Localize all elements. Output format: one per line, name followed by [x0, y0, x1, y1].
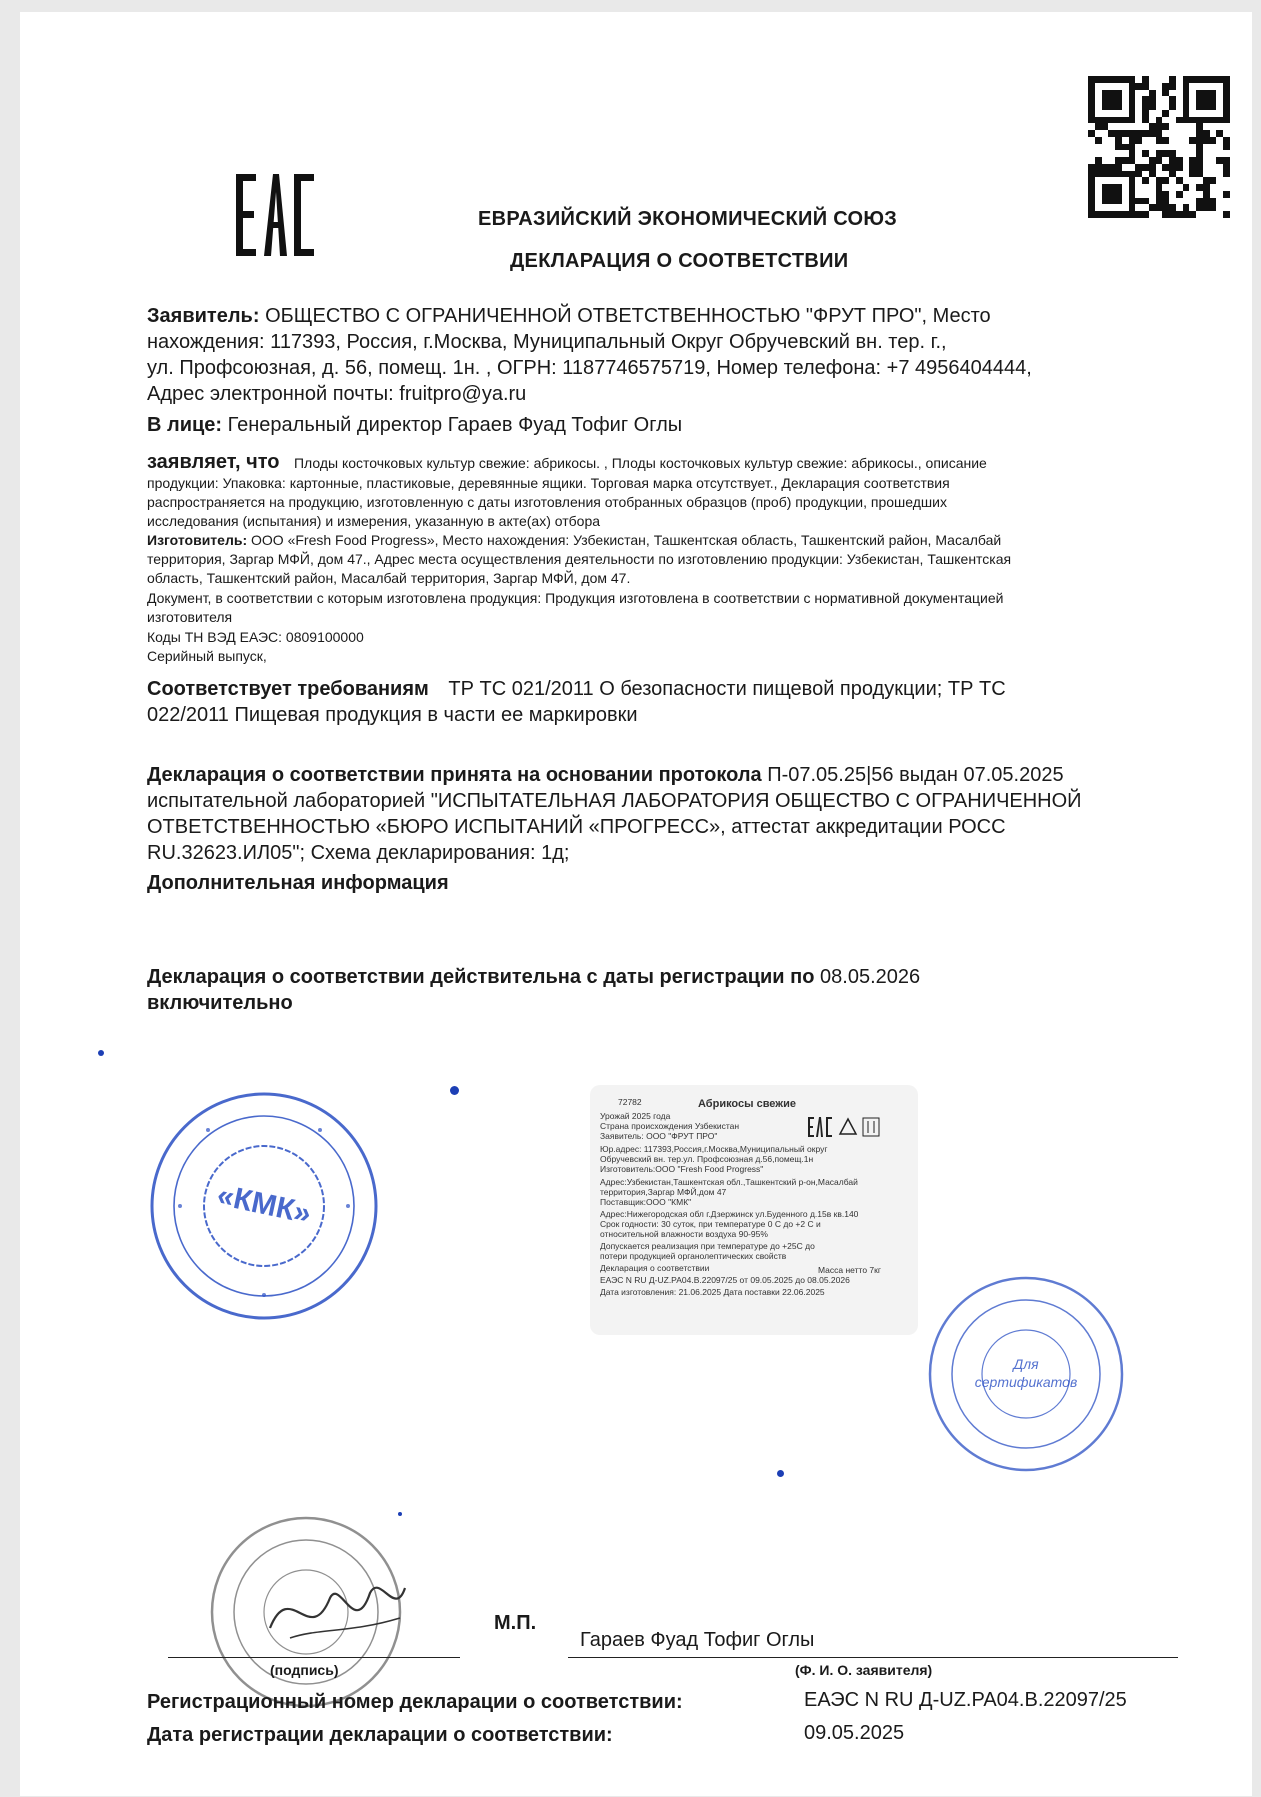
- declares-label: заявляет, что: [147, 451, 280, 473]
- label-line-6: Адрес:Узбекистан,Ташкентская обл.,Ташкентский р-он,Масалбай: [600, 1177, 858, 1187]
- product-label-sticker: [590, 1085, 918, 1335]
- applicant-fio: Гараев Фуад Тофиг Оглы: [580, 1629, 815, 1651]
- manufacturer-line3: область, Ташкентский район, Масалбай территория, Заргар МФЙ, дом 47.: [147, 570, 631, 586]
- additional-info-label: Дополнительная информация: [147, 872, 449, 894]
- label-line-2: Заявитель: ООО "ФРУТ ПРО": [600, 1131, 718, 1141]
- compliance-text1: ТР ТС 021/2011 О безопасности пищевой продукции; ТР ТС: [448, 678, 1006, 700]
- label-code: 72782: [618, 1097, 642, 1107]
- label-line-13: потери продукцией органолептических свойств: [600, 1251, 787, 1261]
- label-line-4: Обручевский вн. тер.ул. Профсоюзная д.56,помещ.1н: [600, 1154, 814, 1164]
- compliance-label: Соответствует требованиям: [147, 678, 429, 700]
- scan-dot: [98, 1050, 104, 1056]
- validity-label2: включительно: [147, 992, 293, 1014]
- label-line-7: территория,Заргар МФЙ,дом 47: [600, 1187, 727, 1197]
- label-net-mass: Масса нетто 7кг: [818, 1265, 881, 1275]
- registration-number-label: Регистрационный номер декларации о соответствии:: [147, 1691, 683, 1713]
- signature-line: [168, 1657, 460, 1658]
- registration-date-label: Дата регистрации декларации о соответствии:: [147, 1724, 613, 1746]
- declares-line4: исследования (испытания) и измерения, указанную в акте(ах) отбора: [147, 513, 601, 529]
- document-line1: Документ, в соответствии с которым изготовлена продукция: Продукция изготовлена в соответствии с нормативной документацией: [147, 590, 1004, 606]
- applicant-line3: ул. Профсоюзная, д. 56, помещ. 1н. , ОГРН: 1187746575719, Номер телефона: +7 4956404444,: [147, 357, 1032, 379]
- person-label: В лице:: [147, 414, 223, 436]
- manufacturer-text1: ООО «Fresh Food Progress», Место нахождения: Узбекистан, Ташкентская область, Ташкентский район, Масалбай: [251, 532, 1002, 548]
- label-line-5: Изготовитель:ООО "Fresh Food Progress": [600, 1164, 764, 1174]
- label-line-3: Юр.адрес: 117393,Россия,г.Москва,Муниципальный округ: [600, 1144, 828, 1154]
- union-title: ЕВРАЗИЙСКИЙ ЭКОНОМИЧЕСКИЙ СОЮЗ: [478, 208, 898, 230]
- person-line: [147, 412, 682, 438]
- kmk-stamp: [148, 1090, 380, 1322]
- certificates-stamp-line1: Для: [1013, 1356, 1039, 1372]
- declares-line1: [147, 449, 987, 475]
- compliance-line2: 022/2011 Пищевая продукция в части ее маркировки: [147, 704, 638, 726]
- declares-line2: продукции: Упаковка: картонные, пластиковые, деревянные ящики. Торговая марка отсутствует., Декларация соответствия: [147, 475, 950, 491]
- applicant-line2: нахождения: 117393, Россия, г.Москва, Муниципальный Округ Обручевский вн. тер. г.,: [147, 331, 947, 353]
- label-product-name: Абрикосы свежие: [698, 1098, 796, 1110]
- signature-caption: (подпись): [270, 1662, 339, 1678]
- applicant-label: Заявитель:: [147, 305, 260, 327]
- label-recycle-icon: [838, 1117, 858, 1139]
- person-value: Генеральный директор Гараев Фуад Тофиг Оглы: [227, 414, 683, 436]
- kmk-stamp-center: «КМК»: [214, 1178, 314, 1231]
- qr-code: [1088, 76, 1230, 218]
- applicant-name: ОБЩЕСТВО С ОГРАНИЧЕННОЙ ОТВЕТСТВЕННОСТЬЮ "ФРУТ ПРО", Место: [265, 305, 991, 327]
- label-line-12: Допускается реализация при температуре до +25С до: [600, 1241, 815, 1251]
- label-eac-mark: [808, 1117, 834, 1139]
- fio-caption: (Ф. И. О. заявителя): [795, 1662, 933, 1678]
- scan-dot: [777, 1470, 784, 1477]
- basis-line2: испытательной лабораторией "ИСПЫТАТЕЛЬНАЯ ЛАБОРАТОРИЯ ОБЩЕСТВО С ОГРАНИЧЕННОЙ: [147, 790, 1082, 812]
- document-line2: изготовителя: [147, 609, 233, 625]
- basis-line3: ОТВЕТСТВЕННОСТЬЮ «БЮРО ИСПЫТАНИЙ «ПРОГРЕСС», аттестат аккредитации РОСС: [147, 816, 1006, 838]
- validity-line1: [147, 964, 920, 990]
- scan-dot: [450, 1086, 459, 1095]
- registration-number-value: ЕАЭС N RU Д-UZ.PA04.B.22097/25: [804, 1689, 1127, 1711]
- applicant-line1: [147, 303, 991, 329]
- validity-label: Декларация о соответствии действительна с даты регистрации по: [147, 966, 815, 988]
- basis-line4: RU.32623.ИЛ05"; Схема декларирования: 1д;: [147, 842, 570, 864]
- label-dates: Дата изготовления: 21.06.2025 Дата поставки 22.06.2025: [600, 1287, 825, 1297]
- manufacturer-line1: [147, 531, 1001, 550]
- serial-release: Серийный выпуск,: [147, 648, 267, 664]
- label-line-11: относительной влажности воздуха 90-95%: [600, 1229, 768, 1239]
- handwritten-signature: [260, 1558, 410, 1663]
- declares-line3: распространяется на продукцию, изготовленную с даты изготовления отобранных образцов (проб) продукции, прошедших: [147, 494, 947, 510]
- declares-text1: Плоды косточковых культур свежие: абрикосы. , Плоды косточковых культур свежие: абрикосы., описание: [293, 455, 987, 471]
- manufacturer-label: Изготовитель:: [147, 532, 248, 548]
- label-line-9: Адрес:Нижегородская обл г.Дзержинск ул.Буденного д.15в кв.140: [600, 1209, 859, 1219]
- label-line-1: Страна происхождения Узбекистан: [600, 1121, 740, 1131]
- declaration-page: [20, 12, 1252, 1796]
- basis-label: Декларация о соответствии принята на основании протокола: [147, 764, 762, 786]
- registration-date-value: 09.05.2025: [804, 1722, 905, 1744]
- eac-logo: [236, 174, 316, 261]
- fio-line: [568, 1657, 1178, 1658]
- applicant-email: Адрес электронной почты: fruitpro@ya.ru: [147, 383, 527, 405]
- certificates-stamp: [926, 1274, 1126, 1474]
- basis-line1: [147, 762, 1064, 788]
- basis-text1: П-07.05.25|56 выдан 07.05.2025: [767, 764, 1064, 786]
- label-line-8: Поставщик:ООО "КМК": [600, 1197, 692, 1207]
- label-line-14: Декларация о соответствии: [600, 1263, 710, 1273]
- seal-place-label: М.П.: [494, 1612, 537, 1634]
- label-declaration-number: ЕАЭС N RU Д-UZ.PA04.B.22097/25 от 09.05.2025 до 08.05.2026: [600, 1275, 850, 1285]
- label-line-0: Урожай 2025 года: [600, 1111, 671, 1121]
- compliance-line1: [147, 676, 1006, 702]
- label-glass-fork-icon: [862, 1117, 880, 1139]
- document-title: ДЕКЛАРАЦИЯ О СООТВЕТСТВИИ: [510, 250, 849, 272]
- validity-date: 08.05.2026: [820, 966, 921, 988]
- certificates-stamp-line2: сертификатов: [974, 1374, 1078, 1390]
- manufacturer-line2: территория, Заргар МФЙ, дом 47., Адрес места осуществления деятельности по изготовлению продукции: Узбекистан, Ташкентская: [147, 551, 1012, 567]
- hs-codes: Коды ТН ВЭД ЕАЭС: 0809100000: [147, 629, 364, 645]
- label-line-10: Срок годности: 30 суток, при температуре 0 С до +2 С и: [600, 1219, 821, 1229]
- scan-dot: [398, 1512, 402, 1516]
